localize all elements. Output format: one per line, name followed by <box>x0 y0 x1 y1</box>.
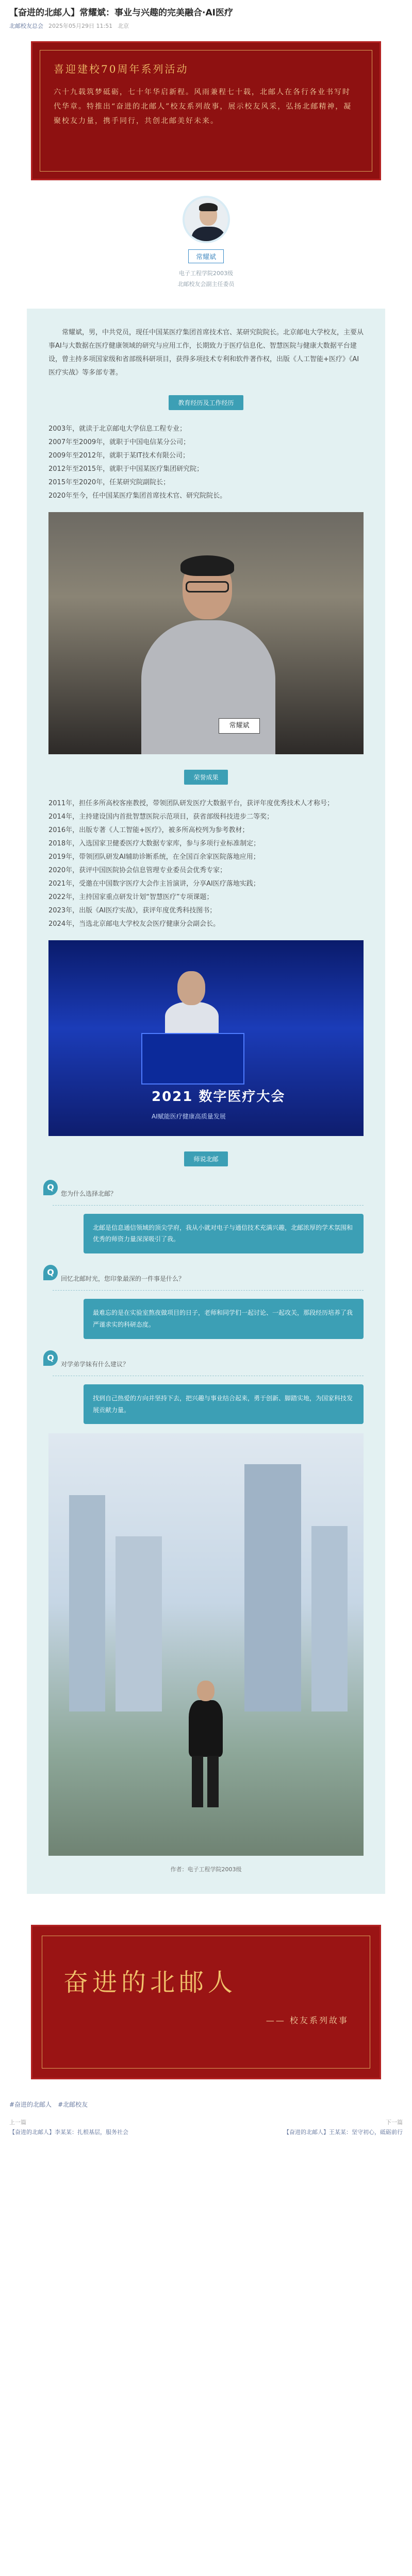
qa-item <box>47 1352 364 1425</box>
stage-title: 2021 数字医疗大会 <box>152 1089 286 1105</box>
footer-banner-subtitle: —— 校友系列故事 <box>266 2015 349 2026</box>
profile-bio <box>98 268 315 290</box>
banner-title: 喜迎建校70周年系列活动 <box>54 62 189 75</box>
q-icon: Q <box>43 1350 58 1366</box>
prev-article-link[interactable] <box>9 2118 195 2137</box>
profile-bio-line: 电子工程学院2003级 <box>179 269 233 277</box>
qa-item <box>47 1267 364 1339</box>
answer-box: 找到自己热爱的方向并坚持下去，把兴趣与事业结合起来，勇于创新、脚踏实地，为国家科技发展贡献力量。 <box>84 1384 364 1425</box>
education-item: 2003年，就读于北京邮电大学信息工程专业； <box>48 425 187 433</box>
answer-box: 最难忘的是在实验室熬夜做项目的日子，老师和同学们一起讨论、一起攻关，那段经历培养了我严谨求实的科研态度。 <box>84 1299 364 1339</box>
education-item: 2020年至今，任中国某医疗集团首席技术官、研究院院长。 <box>48 492 227 500</box>
banner-frame <box>40 50 372 172</box>
podium <box>141 1033 244 1084</box>
answer-box: 北邮是信息通信领域的顶尖学府，我从小就对电子与通信技术充满兴趣，北邮浓厚的学术氛围和优秀的师资力量深深吸引了我。 <box>84 1214 364 1254</box>
content-card <box>27 309 385 1894</box>
collection-tags <box>9 2100 403 2109</box>
collection-nav <box>9 2100 403 2137</box>
photo-caption: 作者：电子工程学院2003级 <box>170 1866 242 1873</box>
honor-item: 2022年，主持国家重点研发计划“智慧医疗”专项课题； <box>48 893 213 901</box>
next-title: 【奋进的北邮人】王某某：坚守初心，砥砺前行 <box>284 2129 403 2136</box>
intro-paragraph: 常耀斌，男，中共党员，现任中国某医疗集团首席技术官、某研究院院长。北京邮电大学校友，主要从事AI与大数据在医疗健康领域的研究与应用工作，长期致力于医疗信息化、智慧医院与健康大数据平台建设，曾主持多项国家级和省部级科研项目，获得多项技术专利和软件著作权，出版《人工智能+医疗》《AI医疗实战》等多部专著。 <box>48 328 364 377</box>
series-banner <box>31 41 381 180</box>
honor-item: 2021年，受邀在中国数字医疗大会作主旨演讲，分享AI医疗落地实践； <box>48 879 260 888</box>
article-header <box>0 0 412 34</box>
honors-list <box>48 797 364 931</box>
article-meta <box>9 22 403 30</box>
walking-person <box>183 1681 229 1809</box>
profile-name: 常耀斌 <box>188 249 224 263</box>
footer-banner <box>31 1925 381 2079</box>
banner-text: 六十九载筑梦砥砺，七十年华启新程。风雨兼程七十载，北邮人在各行各业书写时代华章。特推出“奋进的北邮人”校友系列故事，展示校友风采，弘扬北邮精神，凝聚校友力量，携手同行，共创北邮美好未来。 <box>54 88 352 125</box>
q-icon: Q <box>43 1265 58 1280</box>
article-source-link[interactable]: 北邮校友总会 <box>9 22 43 29</box>
honor-item: 2020年，获评中国医院协会信息管理专业委员会优秀专家； <box>48 866 227 874</box>
education-item: 2012年至2015年，就职于中国某医疗集团研究院； <box>48 465 204 473</box>
education-item: 2015年至2020年，任某研究院副院长； <box>48 478 170 486</box>
section-tag-honors: 荣誉成果 <box>184 770 227 785</box>
conference-photo[interactable] <box>48 940 364 1136</box>
honor-item: 2014年，主持建设国内首批智慧医院示范项目，获省部级科技进步二等奖； <box>48 812 274 821</box>
education-item: 2009年至2012年，就职于某IT技术有限公司； <box>48 451 189 460</box>
honor-item: 2019年，带领团队研发AI辅助诊断系统，在全国百余家医院落地应用； <box>48 853 260 861</box>
section-tag-qa: 师说北邮 <box>184 1151 227 1166</box>
qa-list <box>47 1182 364 1425</box>
education-list <box>48 422 364 503</box>
qa-item <box>47 1182 364 1254</box>
portrait-photo[interactable] <box>48 512 364 754</box>
question-text: 回忆北邮时光，您印象最深的一件事是什么？ <box>53 1272 364 1291</box>
q-icon: Q <box>43 1180 58 1195</box>
profile-avatar <box>183 196 230 243</box>
portrait-person <box>141 558 275 754</box>
section-tag-education: 教育经历及工作经历 <box>169 395 243 410</box>
question-text: 对学弟学妹有什么建议？ <box>53 1358 364 1376</box>
next-article-link[interactable] <box>217 2118 403 2137</box>
footer-banner-frame <box>42 1936 370 2069</box>
name-badge: 常耀斌 <box>219 718 260 734</box>
article-title: 【奋进的北邮人】常耀斌：事业与兴趣的完美融合·AI医疗 <box>9 8 233 18</box>
education-item: 2007年至2009年，就职于中国电信某分公司； <box>48 438 190 446</box>
collection-tag[interactable]: #北邮校友 <box>58 2101 88 2109</box>
collection-tag[interactable]: #奋进的北邮人 <box>9 2101 52 2109</box>
prev-label: 上一篇 <box>9 2119 26 2126</box>
next-label: 下一篇 <box>386 2119 403 2126</box>
prev-title: 【奋进的北邮人】李某某：扎根基层，服务社会 <box>9 2129 128 2136</box>
profile-bio-line: 北邮校友会副主任委员 <box>177 280 235 287</box>
honor-item: 2023年，出版《AI医疗实战》，获评年度优秀科技图书； <box>48 906 217 914</box>
honor-item: 2024年，当选北京邮电大学校友会医疗健康分会副会长。 <box>48 920 220 928</box>
campus-photo[interactable] <box>48 1433 364 1856</box>
question-text: 您为什么选择北邮？ <box>53 1187 364 1206</box>
stage-subtitle: AI赋能医疗健康高质量发展 <box>152 1112 226 1120</box>
article-location: 北京 <box>118 22 129 29</box>
honor-item: 2011年，担任多所高校客座教授，带领团队研发医疗大数据平台，获评年度优秀技术人才称号； <box>48 799 334 807</box>
honor-item: 2016年，出版专著《人工智能+医疗》，被多所高校列为参考教材； <box>48 826 249 834</box>
prev-next-row <box>9 2118 403 2137</box>
footer-banner-title: 奋进的北邮人 <box>63 1968 237 1997</box>
honor-item: 2018年，入选国家卫健委医疗大数据专家库，参与多项行业标准制定； <box>48 839 260 848</box>
article-date: 2025年05月29日 11:51 <box>48 22 113 29</box>
profile-block <box>98 196 315 290</box>
